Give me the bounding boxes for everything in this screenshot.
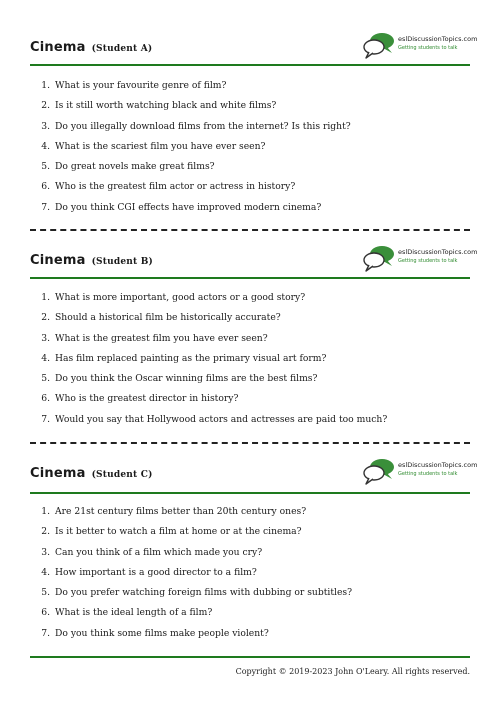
question-item: 6. What is the ideal length of a film? bbox=[41, 607, 213, 619]
question-item: 3. What is the greatest film you have ever seen? bbox=[41, 332, 268, 344]
dashed-separator bbox=[30, 442, 470, 444]
question-item: 1. What is your favourite genre of film? bbox=[41, 80, 227, 91]
question-item: 1. Are 21st century films better than 20th century ones? bbox=[41, 506, 307, 517]
title-text: Cinema bbox=[30, 40, 86, 55]
question-item: 4. Has film replaced painting as the primary visual art form? bbox=[41, 352, 327, 364]
speech-bubbles-icon bbox=[362, 458, 396, 488]
question-item: 6. Who is the greatest film actor or actress in history? bbox=[41, 181, 296, 193]
question-item: 7. Do you think some films make people violent? bbox=[41, 627, 269, 639]
question-item: 6. Who is the greatest director in history? bbox=[41, 393, 239, 405]
esl-logo bbox=[362, 245, 477, 275]
title-text: Cinema bbox=[30, 466, 86, 481]
question-item: 5. Do great novels make great films? bbox=[41, 161, 215, 173]
copyright-footer: Copyright © 2019-2023 John O'Leary. All rights reserved. bbox=[235, 667, 470, 676]
question-item: 7. Do you think CGI effects have improved modern cinema? bbox=[41, 201, 322, 213]
logo-site: eslDiscussionTopics.com bbox=[398, 248, 478, 256]
logo-site: eslDiscussionTopics.com bbox=[398, 35, 478, 43]
student-label: (Student A) bbox=[91, 44, 153, 54]
question-item: 7. Would you say that Hollywood actors and actresses are paid too much? bbox=[41, 413, 388, 425]
speech-bubbles-icon bbox=[362, 32, 396, 62]
green-rule bbox=[30, 277, 470, 279]
speech-bubbles-icon bbox=[362, 245, 396, 275]
title-text: Cinema bbox=[30, 253, 86, 268]
section-student-b bbox=[0, 243, 500, 425]
section-title bbox=[30, 253, 153, 268]
section-student-a bbox=[0, 30, 500, 213]
question-list bbox=[30, 76, 351, 218]
question-item: 4. How important is a good director to a film? bbox=[41, 566, 257, 578]
student-label: (Student B) bbox=[91, 257, 153, 267]
logo-site: eslDiscussionTopics.com bbox=[398, 461, 478, 469]
question-item: 3. Do you illegally download films from the internet? Is this right? bbox=[41, 120, 351, 132]
question-item: 3. Can you think of a film which made you cry? bbox=[41, 546, 263, 558]
question-item: 5. Do you prefer watching foreign films with dubbing or subtitles? bbox=[41, 587, 353, 599]
question-item: 5. Do you think the Oscar winning films are the best films? bbox=[41, 373, 318, 385]
section-student-c bbox=[0, 456, 500, 639]
logo-tagline: Getting students to talk bbox=[398, 45, 458, 51]
student-label: (Student C) bbox=[91, 470, 153, 480]
question-item: 2. Should a historical film be historically accurate? bbox=[41, 312, 281, 324]
green-rule bbox=[30, 492, 470, 494]
question-item: 1. What is more important, good actors or a good story? bbox=[41, 292, 306, 303]
esl-logo bbox=[362, 458, 477, 488]
esl-logo bbox=[362, 32, 477, 62]
dashed-separator bbox=[30, 229, 470, 231]
question-item: 2. Is it better to watch a film at home or at the cinema? bbox=[41, 526, 302, 538]
green-rule bbox=[30, 64, 470, 66]
logo-tagline: Getting students to talk bbox=[398, 471, 458, 477]
logo-tagline: Getting students to talk bbox=[398, 258, 458, 264]
footer-rule bbox=[30, 656, 470, 658]
section-title bbox=[30, 40, 152, 55]
question-item: 2. Is it still worth watching black and white films? bbox=[41, 100, 277, 112]
section-title bbox=[30, 466, 153, 481]
question-item: 4. What is the scariest film you have ever seen? bbox=[41, 140, 266, 152]
question-list bbox=[30, 502, 352, 644]
question-list bbox=[30, 288, 387, 430]
